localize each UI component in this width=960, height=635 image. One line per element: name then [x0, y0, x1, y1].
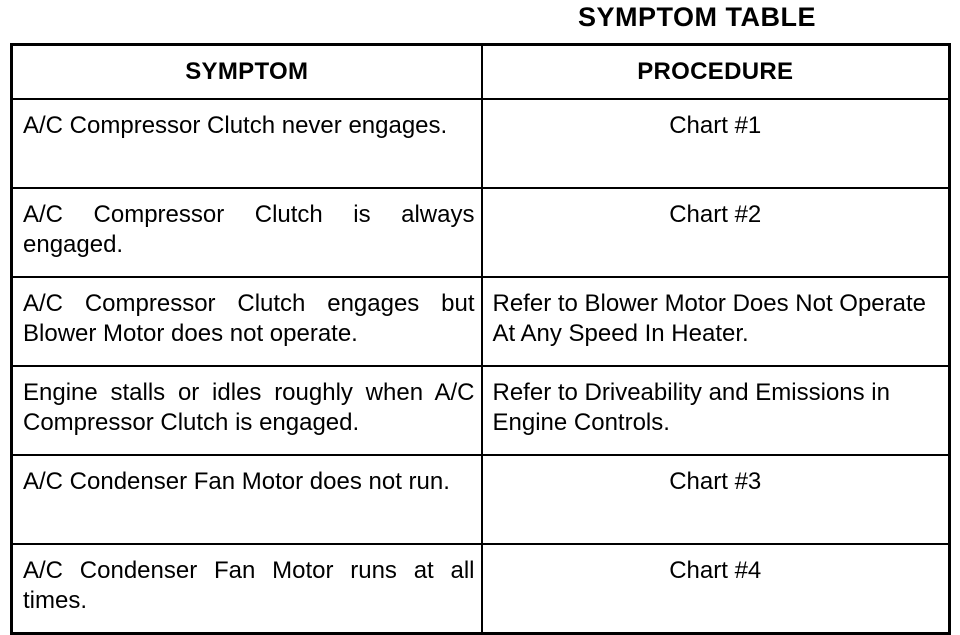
table-row — [12, 99, 950, 188]
table-row — [12, 455, 950, 544]
symptom-cell: Engine stalls or idles roughly when A/C Compressor Clutch is engaged. — [12, 366, 482, 455]
symptom-cell: A/C Compressor Clutch never engages. — [12, 99, 482, 188]
page-title: SYMPTOM TABLE — [578, 2, 817, 32]
procedure-cell: Chart #3 — [482, 455, 950, 544]
table-row — [12, 366, 950, 455]
table-row — [12, 188, 950, 277]
procedure-cell: Refer to Driveability and Emissions in Engine Controls. — [482, 366, 950, 455]
table-row — [12, 544, 950, 634]
table-row — [12, 277, 950, 366]
symptom-cell: A/C Condenser Fan Motor runs at all times. — [12, 544, 482, 634]
symptom-column-header: SYMPTOM — [12, 45, 482, 100]
procedure-cell: Chart #4 — [482, 544, 950, 634]
procedure-column-header: PROCEDURE — [482, 45, 950, 100]
procedure-cell: Chart #2 — [482, 188, 950, 277]
symptom-table — [10, 43, 951, 635]
symptom-cell: A/C Condenser Fan Motor does not run. — [12, 455, 482, 544]
symptom-cell: A/C Compressor Clutch is always engaged. — [12, 188, 482, 277]
table-header-row — [12, 45, 950, 100]
procedure-cell: Chart #1 — [482, 99, 950, 188]
procedure-cell: Refer to Blower Motor Does Not Operate At Any Speed In Heater. — [482, 277, 950, 366]
symptom-cell: A/C Compressor Clutch engages but Blower Motor does not operate. — [12, 277, 482, 366]
